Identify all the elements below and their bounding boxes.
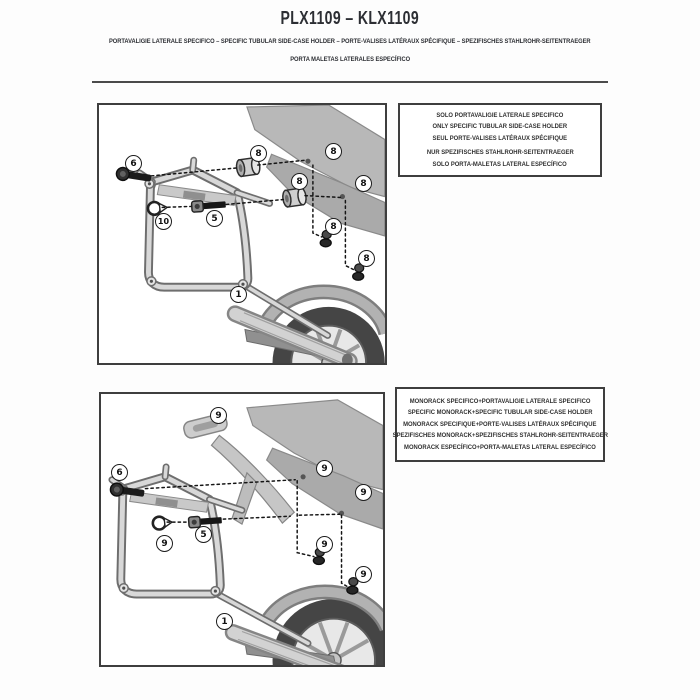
note-line: SPEZIFISCHES MONORACK+SPEZIFISCHES STAHLROHR-SEITENTRAEGER [392,432,608,440]
callout-part-1: 1 [230,286,247,303]
callout-part-9: 9 [156,535,173,552]
note-line: SEUL PORTE-VALISES LATÉRAUX SPÉCIFIQUE [432,134,568,142]
callout-part-9: 9 [210,407,227,424]
note-line: MONORACK ESPECÍFICO+PORTA-MALETAS LATERAL ESPECÍFICO [404,443,596,451]
page-title: PLX1109 – KLX1109 [280,8,420,28]
subtitle-line-2: PORTA MALETAS LATERALES ESPECÍFICO [290,56,410,63]
subtitle-line-1: PORTAVALIGIE LATERALE SPECIFICO – SPECIFIC TUBULAR SIDE-CASE HOLDER – PORTE-VALISES LATÉRAUX SPÉCIFIQUE – SPEZIFISCHES STAHLROHR-SEITENTRAEGER [109,38,591,45]
callout-part-10: 10 [155,213,172,230]
monorack-illustration [101,394,383,665]
note-line: SOLO PORTA-MALETAS LATERAL ESPECÍFICO [432,160,568,168]
note-line: MONORACK SPECIFICO+PORTAVALIGIE LATERALE SPECIFICO [409,397,591,405]
note-box-monorack [392,387,608,462]
callout-part-8: 8 [358,250,375,267]
callout-part-6: 6 [125,155,142,172]
callout-part-8: 8 [250,145,267,162]
diagram-holder-only [97,103,387,365]
diagram-with-monorack [99,392,385,667]
callout-part-8: 8 [355,175,372,192]
callout-part-9: 9 [355,566,372,583]
side-case-holder-frame [112,467,242,596]
callout-part-6: 6 [111,464,128,481]
note-line: SPECIFIC MONORACK+SPECIFIC TUBULAR SIDE-CASE HOLDER [407,409,593,417]
callout-part-8: 8 [291,173,308,190]
callout-part-1: 1 [216,613,233,630]
note-line: NÜR SPEZIFISCHES STAHLROHR-SEITENTRAEGER [426,149,574,157]
callout-part-9: 9 [316,460,333,477]
callout-part-9: 9 [316,536,333,553]
header-rule [92,81,608,83]
callout-part-5: 5 [206,210,223,227]
note-box-holder-only [398,103,602,177]
callout-part-8: 8 [325,218,342,235]
note-line: SOLO PORTAVALIGIE LATERALE SPECIFICO [436,111,564,119]
washer-part-9 [153,517,172,530]
note-line: MONORACK SPECIFIQUE+PORTE-VALISES LATÉRAUX SPÉCIFIQUE [403,420,597,428]
callout-part-5: 5 [195,526,212,543]
callout-part-9: 9 [355,484,372,501]
motorcycle-rear [233,400,383,665]
header [0,8,700,66]
holder-only-illustration [99,105,385,363]
callout-part-8: 8 [325,143,342,160]
nut-part-8 [353,264,364,280]
note-line: ONLY SPECIFIC TUBULAR SIDE-CASE HOLDER [432,123,568,131]
spacer-part-8 [282,188,307,208]
